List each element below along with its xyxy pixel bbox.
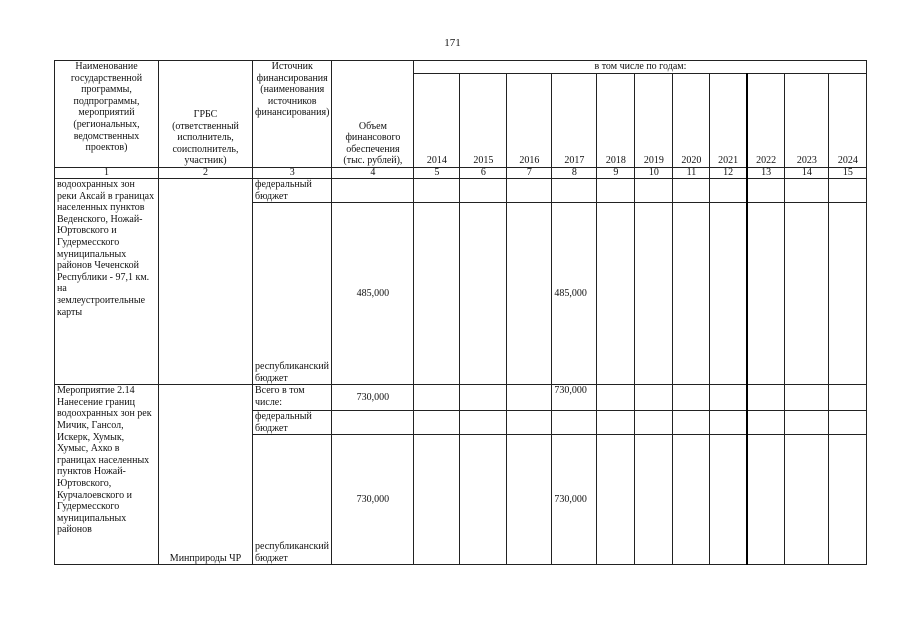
- index-cell: 8: [552, 168, 597, 179]
- header-grbs: ГРБС (ответственный исполнитель, соисполнитель, участник): [159, 61, 253, 168]
- index-cell: 6: [460, 168, 507, 179]
- year-2023: 2023: [785, 73, 829, 167]
- measure-2-13-name: водоохранных зон реки Аксай в границах населенных пунктов Веденского, Ножай-Юртовского и Гудермесского муниципальных районов Чеченской Республики - 97,1 км. на землеустроительные карты: [55, 179, 159, 385]
- financing-table: [54, 60, 867, 565]
- index-cell: 11: [673, 168, 710, 179]
- index-cell: 2: [159, 168, 253, 179]
- index-cell: 13: [747, 168, 785, 179]
- index-cell: 7: [507, 168, 552, 179]
- page-number: 171: [444, 37, 461, 49]
- source-total: Всего в том числе:: [253, 385, 332, 411]
- year-2019: 2019: [635, 73, 673, 167]
- year-2022: 2022: [747, 73, 785, 167]
- year-2024: 2024: [829, 73, 867, 167]
- source-republic: республиканский бюджет: [253, 203, 332, 385]
- measure-2-14-grbs: Минприроды ЧР: [159, 385, 253, 565]
- index-cell: 1: [55, 168, 159, 179]
- volume-total: 730,000: [332, 385, 414, 411]
- cell: [332, 179, 414, 203]
- year-2018: 2018: [597, 73, 635, 167]
- index-cell: 14: [785, 168, 829, 179]
- measure-2-13-grbs: [159, 179, 253, 385]
- year-2015: 2015: [460, 73, 507, 167]
- year-2021: 2021: [710, 73, 747, 167]
- source-federal: федеральный бюджет: [253, 411, 332, 435]
- volume-republic: 730,000: [332, 435, 414, 565]
- index-cell: 9: [597, 168, 635, 179]
- year-2014: 2014: [414, 73, 460, 167]
- index-cell: 12: [710, 168, 747, 179]
- year-2017: 2017: [552, 73, 597, 167]
- volume-republic: 485,000: [332, 203, 414, 385]
- index-cell: 10: [635, 168, 673, 179]
- header-source: Источник финансирования (наименования источников финансирования): [253, 61, 332, 168]
- value-2017-republic: 730,000: [552, 435, 597, 565]
- source-republic: республиканский бюджет: [253, 435, 332, 565]
- year-2020: 2020: [673, 73, 710, 167]
- index-cell: 5: [414, 168, 460, 179]
- index-cell: 4: [332, 168, 414, 179]
- year-2016: 2016: [507, 73, 552, 167]
- index-cell: 15: [829, 168, 867, 179]
- value-2017-republic: 485,000: [552, 203, 597, 385]
- index-cell: 3: [253, 168, 332, 179]
- source-federal: федеральный бюджет: [253, 179, 332, 203]
- header-by-years: в том числе по годам:: [414, 61, 867, 74]
- header-name: Наименование государственной программы, подпрограммы, мероприятий (региональных, ведомственных проектов): [55, 61, 159, 168]
- measure-2-14-name: Мероприятие 2.14 Нанесение границ водоохранных зон рек Мичик, Гансол, Искерк, Хумык, Хумыс, Ахко в границах населенных пунктов Ножай-Юртовского, Курчалоевского и Гудермесского муниципальных районов: [55, 385, 159, 565]
- header-volume: Объем финансового обеспечения (тыс. рублей),: [332, 61, 414, 168]
- value-2017-total: 730,000: [552, 385, 597, 411]
